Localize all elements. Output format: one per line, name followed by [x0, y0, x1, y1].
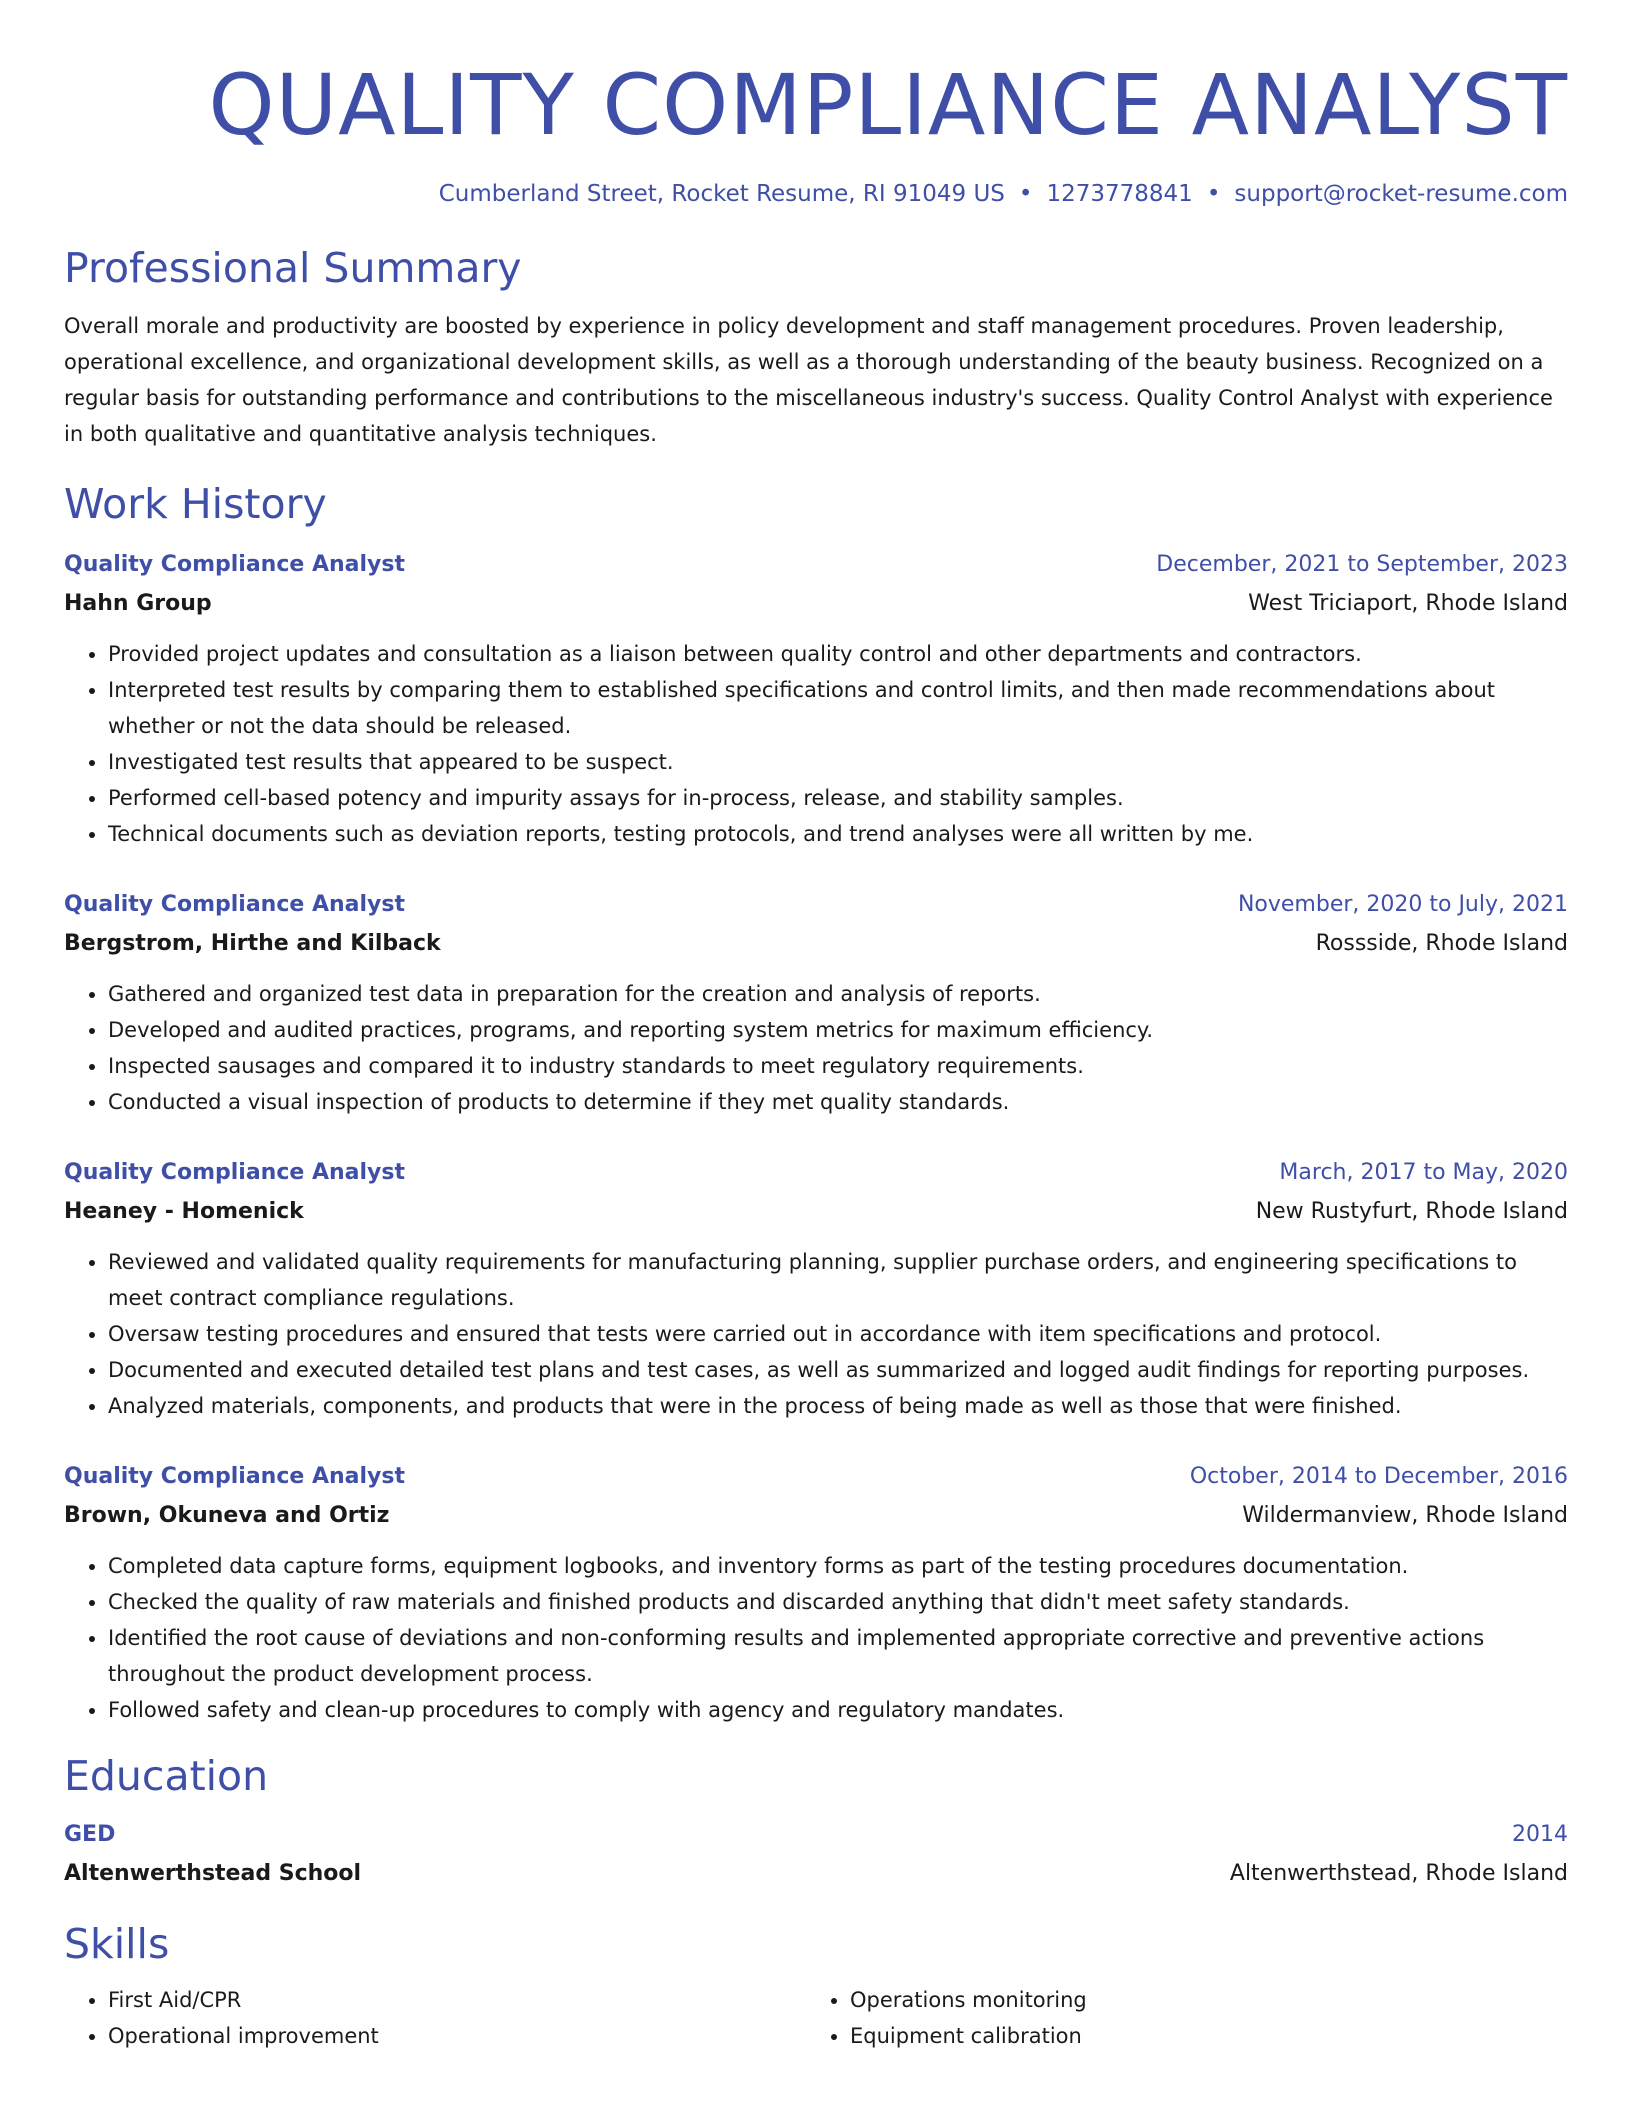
- job-location: Rossside, Rhode Island: [1315, 931, 1568, 956]
- skills-heading: Skills: [64, 1920, 170, 1968]
- job-title: Quality Compliance Analyst: [64, 552, 405, 577]
- contact-email[interactable]: support@rocket-resume.com: [1234, 181, 1568, 207]
- education-school: Altenwerthstead School: [64, 1861, 362, 1886]
- skills-list: [64, 1982, 1568, 2054]
- skill-item: • First Aid/CPR: [108, 1982, 806, 2018]
- job-location: West Triciaport, Rhode Island: [1248, 591, 1568, 616]
- contact-address: Cumberland Street, Rocket Resume, RI 91049 US: [438, 181, 1005, 207]
- job-bullet: • Performed cell-based potency and impurity assays for in-process, release, and stability samples.: [108, 780, 1568, 816]
- job-bullet: • Gathered and organized test data in preparation for the creation and analysis of reports.: [108, 976, 1568, 1012]
- job-bullets: [64, 636, 1568, 852]
- skill-item: • Equipment calibration: [850, 2018, 1548, 2054]
- job-location: Wildermanview, Rhode Island: [1242, 1503, 1568, 1528]
- skills-column-right: [806, 1982, 1548, 2054]
- education-entry: [64, 1816, 1568, 1894]
- job-bullet: • Investigated test results that appeared to be suspect.: [108, 744, 1568, 780]
- contact-phone: 1273778841: [1046, 181, 1193, 207]
- job-entry: [64, 1458, 1568, 1728]
- job-dates: October, 2014 to December, 2016: [1189, 1464, 1568, 1489]
- summary-heading: Professional Summary: [64, 244, 522, 292]
- job-bullet: • Followed safety and clean-up procedures to comply with agency and regulatory mandates.: [108, 1692, 1568, 1728]
- job-bullet: • Completed data capture forms, equipment logbooks, and inventory forms as part of the testing procedures documentation.: [108, 1548, 1568, 1584]
- job-bullet: • Interpreted test results by comparing them to established specifications and control limits, and then made recommendations about whether or not the data should be released.: [108, 672, 1568, 744]
- resume-page: [64, 0, 1568, 2054]
- skills-column-left: [64, 1982, 806, 2054]
- contact-line: [64, 178, 1568, 210]
- job-bullet: • Identified the root cause of deviations and non-conforming results and implemented appropriate corrective and preventive actions throughout the product development process.: [108, 1620, 1568, 1692]
- job-bullet: • Documented and executed detailed test plans and test cases, as well as summarized and logged audit findings for reporting purposes.: [108, 1352, 1568, 1388]
- job-bullet: • Technical documents such as deviation reports, testing protocols, and trend analyses were all written by me.: [108, 816, 1568, 852]
- job-dates: November, 2020 to July, 2021: [1237, 892, 1568, 917]
- job-company: Hahn Group: [64, 591, 212, 616]
- job-bullet: • Provided project updates and consultation as a liaison between quality control and other departments and contractors.: [108, 636, 1568, 672]
- work-history-list: [64, 546, 1568, 1728]
- job-entry: [64, 886, 1568, 1120]
- job-bullets: [64, 1244, 1568, 1424]
- job-bullet: • Inspected sausages and compared it to industry standards to meet regulatory requirements.: [108, 1048, 1568, 1084]
- education-location: Altenwerthstead, Rhode Island: [1229, 1861, 1568, 1886]
- education-degree: GED: [64, 1822, 116, 1847]
- job-title: Quality Compliance Analyst: [64, 1464, 405, 1489]
- contact-separator: •: [1018, 181, 1033, 207]
- job-bullets: [64, 976, 1568, 1120]
- job-dates: December, 2021 to September, 2023: [1156, 552, 1568, 577]
- job-bullet: • Conducted a visual inspection of products to determine if they met quality standards.: [108, 1084, 1568, 1120]
- job-bullet: • Reviewed and validated quality requirements for manufacturing planning, supplier purchase orders, and engineering specifications to meet contract compliance regulations.: [108, 1244, 1568, 1316]
- skill-item: • Operational improvement: [108, 2018, 806, 2054]
- education-heading: Education: [64, 1752, 269, 1800]
- job-bullet: • Analyzed materials, components, and products that were in the process of being made as well as those that were finished.: [108, 1388, 1568, 1424]
- job-location: New Rustyfurt, Rhode Island: [1255, 1199, 1568, 1224]
- job-entry: [64, 1154, 1568, 1424]
- job-bullet: • Oversaw testing procedures and ensured that tests were carried out in accordance with item specifications and protocol.: [108, 1316, 1568, 1352]
- job-bullet: • Developed and audited practices, programs, and reporting system metrics for maximum efficiency.: [108, 1012, 1568, 1048]
- job-company: Bergstrom, Hirthe and Kilback: [64, 931, 441, 956]
- job-entry: [64, 546, 1568, 852]
- job-bullet: • Checked the quality of raw materials and finished products and discarded anything that didn't meet safety standards.: [108, 1584, 1568, 1620]
- job-title: Quality Compliance Analyst: [64, 892, 405, 917]
- job-bullets: [64, 1548, 1568, 1728]
- summary-text: Overall morale and productivity are boosted by experience in policy development and staff management procedures. Proven leadership, operational excellence, and organizational development skills, as well as a thorough understanding of the beauty business. Recognized on a regular basis for outstanding performance and contributions to the miscellaneous industry's success. Quality Control Analyst with experience in both qualitative and quantitative analysis techniques.: [64, 314, 1553, 446]
- candidate-name: QUALITY COMPLIANCE ANALYST: [208, 56, 1568, 154]
- education-year: 2014: [1512, 1822, 1568, 1847]
- skill-item: • Operations monitoring: [850, 1982, 1548, 2018]
- contact-separator: •: [1206, 181, 1221, 207]
- job-dates: March, 2017 to May, 2020: [1279, 1160, 1568, 1185]
- job-company: Heaney - Homenick: [64, 1199, 304, 1224]
- job-company: Brown, Okuneva and Ortiz: [64, 1503, 390, 1528]
- work-history-heading: Work History: [64, 480, 327, 528]
- job-title: Quality Compliance Analyst: [64, 1160, 405, 1185]
